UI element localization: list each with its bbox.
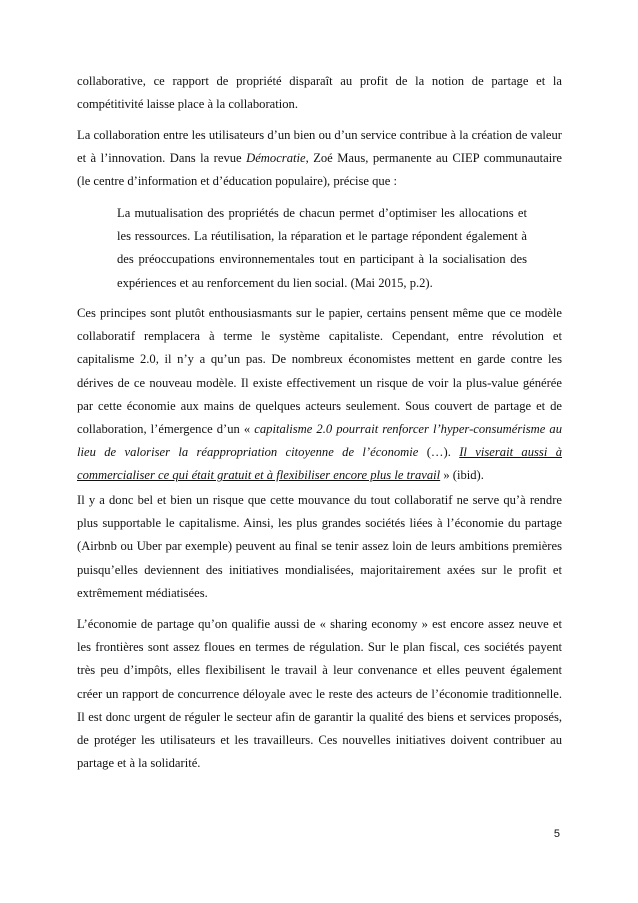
quoted-italic-underlined: Il viserait aussi à commercialiser ce qui était gratuit et à flexibiliser encore plus le travail <box>77 445 562 483</box>
block-quote-text: La mutualisation des propriétés de chacun permet d’optimiser les allocations et les ressources. La réutilisation, la réparation et le partage répondent également à des préoccupations environnementales tout en participant à la socialisation des expériences et au renforcement du lien social. (Mai 2015, p.2). <box>117 206 527 290</box>
quoted-italic-1: capitalisme 2.0 pourrait renforcer l’hyper-consumérisme au lieu de valoriser la réappropriation citoyenne de l’économie <box>77 422 562 460</box>
paragraph-3-text-c: (…). <box>418 445 460 460</box>
paragraph-2 <box>77 124 562 194</box>
paragraph-4 <box>77 489 562 605</box>
paragraph-4-text: Il y a donc bel et bien un risque que cette mouvance du tout collaboratif ne serve qu’à rendre plus supportable le capitalisme. Ainsi, les plus grandes sociétés liées à l’économie du partage (Airbnb ou Uber par exemple) peuvent au final se tenir assez loin de leurs ambitions premières puisqu’elles deviennent des initiatives mondialisées, majoritairement axées sur le profit et extrêmement médiatisées. <box>77 493 562 600</box>
paragraph-3 <box>77 302 562 488</box>
paragraph-2-text-c: , Zoé Maus, permanente au CIEP communautaire (le centre d’information et d’éducation populaire), précise que : <box>77 151 563 189</box>
paragraph-2-text-a: La collaboration entre les utilisateurs d’un bien ou d’un service contribue à la création de valeur et à l’innovation. Dans la revue <box>77 128 562 166</box>
block-quote <box>117 202 527 295</box>
paragraph-1-text: collaborative, ce rapport de propriété disparaît au profit de la notion de partage et la compétitivité laisse place à la collaboration. <box>77 74 562 112</box>
journal-title: Démocratie <box>246 151 306 166</box>
paragraph-5 <box>77 613 562 775</box>
paragraph-3-text-a: Ces principes sont plutôt enthousiasmants sur le papier, certains pensent même que ce modèle collaboratif remplacera à terme le système capitaliste. Cependant, entre révolution et capitalisme 2.0, il n’y a qu’un pas. De nombreux économistes mettent en garde contre les dérives de ce nouveau modèle. Il existe effectivement un risque de voir la plus-value générée par cette économie aux mains de quelques acteurs seulement. Sous couvert de partage et de collaboration, l’émergence d’un « <box>77 306 562 437</box>
paragraph-1 <box>77 70 562 116</box>
page-number: 5 <box>553 828 560 840</box>
paragraph-5-text: L’économie de partage qu’on qualifie aussi de « sharing economy » est encore assez neuve et les frontières sont assez floues en termes de régulation. Sur le plan fiscal, ces sociétés payent très peu d’impôts, elles flexibilisent le travail à leur convenance et elles peuvent également créer un rapport de concurrence déloyale avec le reste des acteurs de l’économie traditionnelle. Il est donc urgent de réguler le secteur afin de garantir la qualité des biens et services proposés, de protéger les utilisateurs et les travailleurs. Ces nouvelles initiatives doivent contribuer au partage et à la solidarité. <box>77 617 562 771</box>
paragraph-3-text-e: » (ibid). <box>440 468 484 483</box>
